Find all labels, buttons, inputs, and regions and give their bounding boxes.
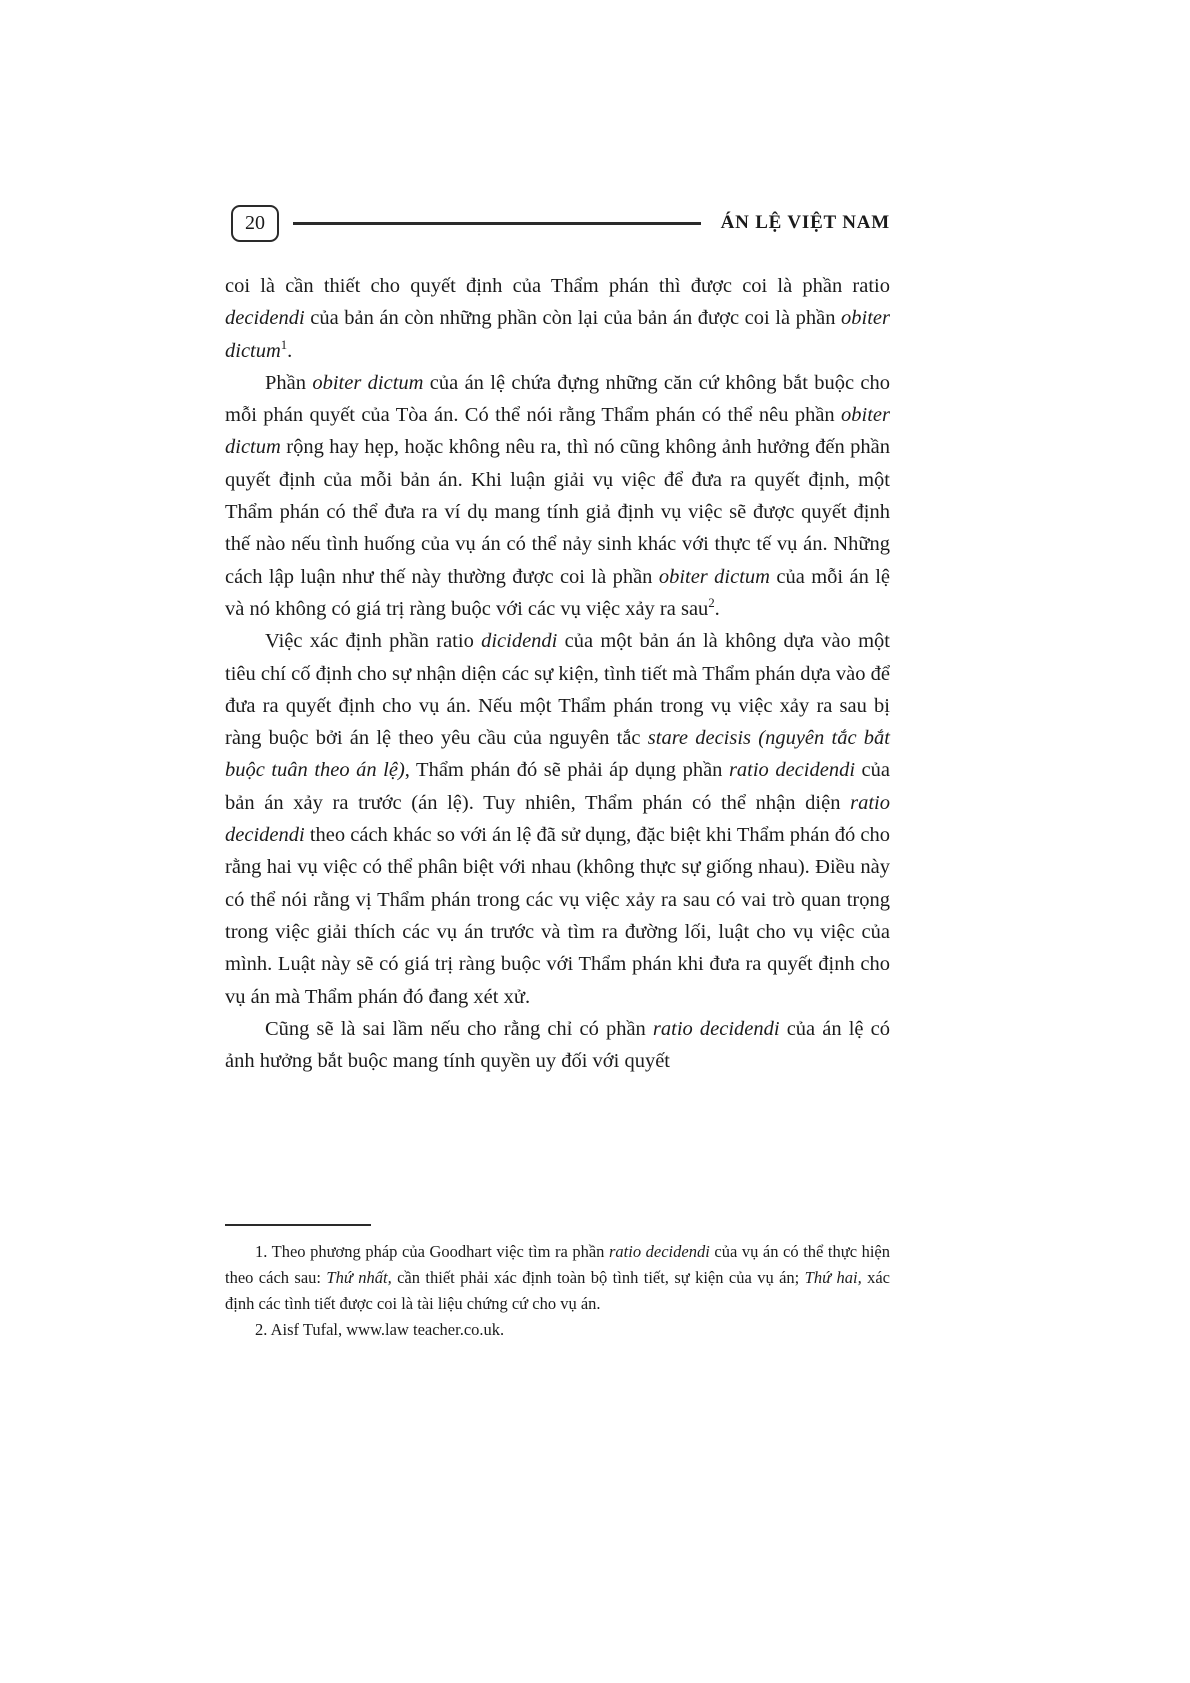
paragraph (225, 1013, 890, 1078)
italic-run: obiter dictum (312, 371, 424, 394)
body-text (225, 270, 890, 1077)
page-number-box (231, 205, 279, 242)
text-run: của bản án còn những phần còn lại của bản án được coi là phần (304, 307, 842, 330)
text-run: coi là cần thiết cho quyết định của Thẩm phán thì được coi là phần ratio (225, 275, 890, 297)
text-run: . (714, 597, 720, 620)
text-run: 1. Theo phương pháp của Goodhart việc tìm ra phần (255, 1242, 609, 1261)
italic-run: ratio decidendi (652, 1017, 780, 1040)
footnote-marker: 1 (280, 337, 288, 352)
header-rule (293, 222, 701, 225)
text-run: . (287, 339, 293, 362)
footnotes-section (225, 1224, 890, 1343)
footnote (225, 1239, 890, 1317)
italic-run: ratio decidendi (728, 759, 856, 782)
paragraph (225, 625, 890, 1013)
footnote-marker: 2 (708, 596, 715, 611)
paragraph (225, 270, 890, 367)
book-title: ÁN LỆ VIỆT NAM (720, 212, 890, 233)
footnote-rule (225, 1224, 371, 1226)
page-header (225, 205, 890, 247)
text-run: Phần (265, 371, 313, 394)
text-run: của mỗi án lệ và nó không có giá trị ràng buộc với các vụ việc xảy ra sau (225, 565, 891, 620)
text-run: theo cách khác so với án lệ đã sử dụng, đặc biệt khi Thẩm phán đó cho rằng hai vụ việc có thể phân biệt với nhau (không thực sự giống nhau). Điều này có thể nói rằng vị Thẩm phán trong các vụ việc xảy ra sau có vai trò quan trọng trong việc giải thích các vụ án trước và tìm ra đường lối, luật cho vụ việc của mình. Luật này sẽ có giá trị ràng buộc với Thẩm phán khi đưa ra quyết định cho vụ án mà Thẩm phán đó đang xét xử. (225, 824, 890, 1008)
italic-run: ratio decidendi (609, 1242, 710, 1261)
text-run: của bản án xảy ra trước (án lệ). Tuy nhiên, Thẩm phán có thể nhận diện (225, 759, 890, 814)
footnote-list (225, 1239, 890, 1343)
text-run: rộng hay hẹp, hoặc không nêu ra, thì nó cũng không ảnh hưởng đến phần quyết định của mỗi bản án. Khi luận giải vụ việc để đưa ra quyết định, một Thẩm phán có thể đưa ra ví dụ mang tính giả định vụ việc sẽ được quyết định thế nào nếu tình huống của vụ án có thể nảy sinh khác với thực tế vụ án. Những cách lập luận như thế này thường được coi là phần (225, 436, 890, 588)
italic-run: obiter dictum (225, 404, 890, 459)
text-run: Việc xác định phần ratio (265, 630, 482, 653)
italic-run: ratio decidendi (225, 791, 890, 847)
italic-run: stare decisis (nguyên tắc bắt buộc tuân theo án lệ) (225, 727, 890, 782)
paragraph (225, 367, 890, 625)
footnote (225, 1317, 890, 1343)
page-number: 20 (245, 212, 265, 234)
text-run: của án lệ có ảnh hưởng bắt buộc mang tính quyền uy đối với quyết (225, 1017, 890, 1073)
text-run: cần thiết phải xác định toàn bộ tình tiết, sự kiện của vụ án; (391, 1268, 805, 1287)
text-run: của án lệ chứa đựng những căn cứ không bắt buộc cho mỗi phán quyết của Tòa án. Có thể nói rằng Thẩm phán có thể nêu phần (225, 371, 891, 427)
italic-run: decidendi (225, 307, 305, 330)
italic-run: dicidendi (481, 630, 558, 653)
text-run: Cũng sẽ là sai lầm nếu cho rằng chỉ có phần (265, 1017, 653, 1040)
text-run: 2. Aisf Tufal, www.law teacher.co.uk. (255, 1320, 505, 1339)
italic-run: obiter dictum (658, 565, 770, 588)
text-run: của một bản án là không dựa vào một tiêu chí cố định cho sự nhận diện các sự kiện, tình tiết mà Thẩm phán dựa vào để đưa ra quyết định cho vụ án. Nếu một Thẩm phán trong vụ việc xảy ra sau bị ràng buộc bởi án lệ theo yêu cầu của nguyên tắc (225, 630, 890, 750)
text-run: của vụ án có thể thực hiện theo cách sau: (225, 1242, 891, 1287)
italic-run: obiter dictum (225, 307, 890, 362)
italic-run: Thứ hai, (804, 1268, 862, 1287)
text-run: , Thẩm phán đó sẽ phải áp dụng phần (404, 759, 729, 782)
italic-run: Thứ nhất, (326, 1268, 392, 1287)
text-run: xác định các tình tiết được coi là tài liệu chứng cứ cho vụ án. (225, 1268, 890, 1313)
